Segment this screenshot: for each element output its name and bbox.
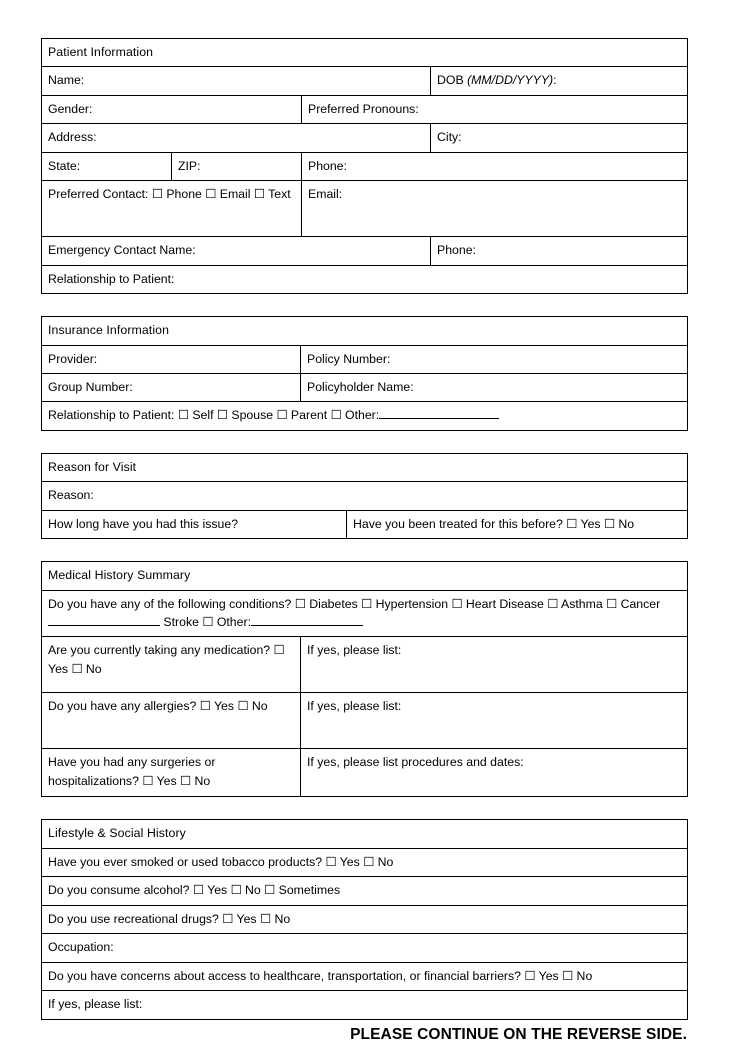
table-row <box>42 749 688 797</box>
field-reason[interactable] <box>42 482 688 510</box>
medical-history-header: Medical History Summary <box>42 562 688 590</box>
field-emergency-contact-name[interactable] <box>42 237 431 265</box>
field-barriers-list[interactable] <box>42 991 688 1019</box>
occupation-label: Occupation: <box>48 940 114 955</box>
table-row <box>42 373 688 401</box>
policy-number-label: Policy Number: <box>307 351 391 366</box>
other-blank-line[interactable] <box>379 418 499 419</box>
table-row <box>42 562 688 590</box>
table-row <box>42 453 688 481</box>
lifestyle-social-history-section <box>41 819 688 1019</box>
field-insurance-relationship[interactable] <box>42 402 688 430</box>
insurance-information-header: Insurance Information <box>42 317 688 345</box>
emergency-phone-label: Phone: <box>437 243 476 258</box>
field-relationship-to-patient[interactable] <box>42 265 688 293</box>
reason-for-visit-section <box>41 453 688 539</box>
email-label: Email: <box>308 187 343 202</box>
table-row <box>42 152 688 180</box>
table-row <box>42 402 688 430</box>
reason-label: Reason: <box>48 488 94 503</box>
medical-history-section <box>41 561 688 797</box>
dob-format-hint: (MM/DD/YYYY) <box>467 73 554 88</box>
table-row <box>42 124 688 152</box>
table-row <box>42 317 688 345</box>
pronouns-label: Preferred Pronouns: <box>308 101 419 116</box>
field-group-number[interactable] <box>42 373 301 401</box>
relationship-label: Relationship to Patient: <box>48 271 175 286</box>
barriers-list-label: If yes, please list: <box>48 997 143 1012</box>
group-number-label: Group Number: <box>48 379 133 394</box>
continue-reverse-side-note: PLEASE CONTINUE ON THE REVERSE SIDE. <box>350 1025 687 1043</box>
table-row <box>42 905 688 933</box>
field-state[interactable] <box>42 152 172 180</box>
table-row <box>42 693 688 749</box>
table-row <box>42 39 688 67</box>
city-label: City: <box>437 130 462 145</box>
phone-label: Phone: <box>308 158 347 173</box>
emergency-contact-label: Emergency Contact Name: <box>48 243 196 258</box>
policyholder-name-label: Policyholder Name: <box>307 379 414 394</box>
field-emergency-contact-phone[interactable] <box>431 237 688 265</box>
field-medication-question[interactable] <box>42 637 301 693</box>
drugs-question-label: Do you use recreational drugs? ☐ Yes ☐ No <box>48 911 291 926</box>
medication-question-label: Are you currently taking any medication? ☐ Yes ☐ No <box>48 643 285 676</box>
patient-information-section <box>41 38 688 294</box>
allergies-question-label: Do you have any allergies? ☐ Yes ☐ No <box>48 699 268 714</box>
dob-colon: : <box>553 73 557 88</box>
table-row <box>42 237 688 265</box>
field-zip[interactable] <box>172 152 302 180</box>
field-allergies-list[interactable] <box>301 693 688 749</box>
field-surgeries-question[interactable] <box>42 749 301 797</box>
table-row <box>42 637 688 693</box>
table-row <box>42 181 688 237</box>
surgeries-question-label: Have you had any surgeries or hospitalizations? ☐ Yes ☐ No <box>48 755 216 788</box>
conditions-question: Do you have any of the following conditions? ☐ Diabetes ☐ Hypertension ☐ Heart Disease ☐ Asthma <box>48 596 603 611</box>
field-recreational-drugs[interactable] <box>42 905 688 933</box>
surgeries-list-label: If yes, please list procedures and dates: <box>307 755 524 770</box>
field-treated-before[interactable] <box>347 510 688 538</box>
table-row <box>42 95 688 123</box>
field-preferred-contact[interactable] <box>42 181 302 237</box>
table-row <box>42 934 688 962</box>
barriers-question-label: Do you have concerns about access to healthcare, transportation, or financial barriers? ☐ Yes ☐ No <box>48 968 593 983</box>
table-row <box>42 848 688 876</box>
insurance-information-section <box>41 316 688 431</box>
field-tobacco[interactable] <box>42 848 688 876</box>
cancer-blank-line[interactable] <box>48 625 160 626</box>
table-row <box>42 482 688 510</box>
table-row <box>42 877 688 905</box>
field-dob[interactable] <box>431 67 688 95</box>
field-access-barriers[interactable] <box>42 962 688 990</box>
lifestyle-header: Lifestyle & Social History <box>42 820 688 848</box>
conditions-stroke-other-option: Stroke ☐ Other: <box>163 615 251 629</box>
field-policyholder-name[interactable] <box>301 373 688 401</box>
gender-label: Gender: <box>48 101 93 116</box>
field-email[interactable] <box>302 181 688 237</box>
medication-list-label: If yes, please list: <box>307 643 402 658</box>
provider-label: Provider: <box>48 351 98 366</box>
table-row <box>42 820 688 848</box>
allergies-list-label: If yes, please list: <box>307 699 402 714</box>
field-policy-number[interactable] <box>301 345 688 373</box>
name-label: Name: <box>48 73 85 88</box>
table-row <box>42 67 688 95</box>
table-row <box>42 345 688 373</box>
duration-label: How long have you had this issue? <box>48 516 239 531</box>
field-surgeries-list[interactable] <box>301 749 688 797</box>
table-row <box>42 510 688 538</box>
field-preferred-pronouns[interactable] <box>302 95 688 123</box>
preferred-contact-label: Preferred Contact: ☐ Phone ☐ Email ☐ Text <box>48 187 291 202</box>
field-city[interactable] <box>431 124 688 152</box>
field-name[interactable] <box>42 67 431 95</box>
field-gender[interactable] <box>42 95 302 123</box>
other-condition-blank-line[interactable] <box>251 625 363 626</box>
insurance-relationship-label: Relationship to Patient: ☐ Self ☐ Spouse ☐ Parent ☐ Other: <box>48 408 380 423</box>
table-row <box>42 265 688 293</box>
field-phone[interactable] <box>302 152 688 180</box>
alcohol-question-label: Do you consume alcohol? ☐ Yes ☐ No ☐ Sometimes <box>48 883 341 898</box>
patient-information-header: Patient Information <box>42 39 688 67</box>
field-occupation[interactable] <box>42 934 688 962</box>
field-medication-list[interactable] <box>301 637 688 693</box>
tobacco-question-label: Have you ever smoked or used tobacco products? ☐ Yes ☐ No <box>48 854 394 869</box>
table-row <box>42 590 688 637</box>
field-issue-duration[interactable] <box>42 510 347 538</box>
zip-label: ZIP: <box>178 158 201 173</box>
address-label: Address: <box>48 130 97 145</box>
treated-before-label: Have you been treated for this before? ☐ Yes ☐ No <box>353 516 635 531</box>
reason-for-visit-header: Reason for Visit <box>42 453 688 481</box>
dob-label: DOB <box>437 73 468 88</box>
state-label: State: <box>48 158 81 173</box>
table-row <box>42 991 688 1019</box>
field-allergies-question[interactable] <box>42 693 301 749</box>
field-address[interactable] <box>42 124 431 152</box>
table-row <box>42 962 688 990</box>
field-provider[interactable] <box>42 345 301 373</box>
field-alcohol[interactable] <box>42 877 688 905</box>
field-conditions[interactable] <box>42 590 688 637</box>
conditions-cancer-option: ☐ Cancer <box>606 596 661 611</box>
